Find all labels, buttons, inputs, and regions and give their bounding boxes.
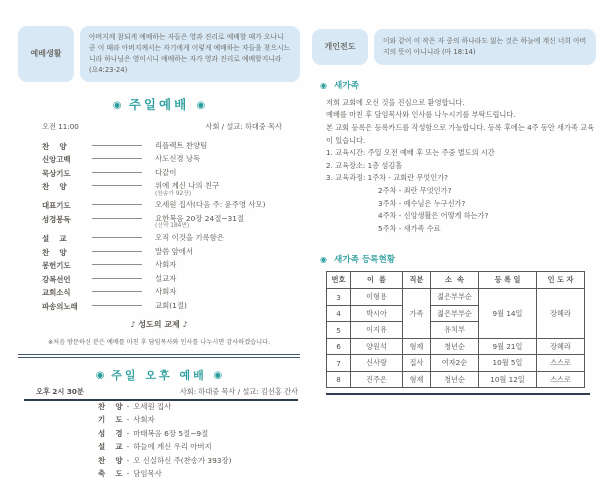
- info-line: 3주차 - 예수님은 누구신가?: [378, 198, 466, 208]
- dash-line: [92, 247, 142, 252]
- service-item-label: 묵상기도: [42, 168, 71, 178]
- new-family-heading: ◉ 새가족: [320, 80, 359, 91]
- service-item: [18, 260, 300, 271]
- info-line: 2. 교육장소: 1층 섬김홀: [326, 160, 403, 170]
- dash-line: [92, 181, 142, 186]
- afternoon-service-time: 오후 2시 30분: [36, 387, 84, 396]
- service-item-content: 마태복음 6장 5절~9절: [133, 428, 209, 438]
- service-item-label: 찬 양: [42, 182, 67, 192]
- afternoon-service-order: [98, 401, 300, 479]
- table-row: [327, 338, 585, 355]
- col-header-name: 이 름: [351, 272, 403, 289]
- section-divider: [18, 354, 300, 358]
- service-item-content: 리플렉트 찬양팀: [155, 140, 208, 150]
- bulletin-left-page: [18, 0, 300, 478]
- separator: -: [126, 442, 130, 452]
- cell-number: 5: [327, 322, 351, 339]
- cell-role: 형제: [403, 338, 431, 355]
- cell-name: 박시아: [351, 305, 403, 322]
- cell-number: 8: [327, 371, 351, 388]
- service-item: [98, 428, 300, 439]
- separator: -: [126, 402, 130, 411]
- info-line: 1. 교육시간: 주일 오전 예배 후 또는 주중 별도의 시간: [326, 148, 495, 158]
- afternoon-service-meta: [18, 387, 300, 397]
- fellowship-section: [18, 319, 300, 346]
- service-item-content: 하늘에 계신 우리 아버지: [133, 442, 212, 452]
- service-item-subnote: (신약 184면): [155, 223, 190, 230]
- service-item-label: 봉헌기도: [42, 261, 71, 271]
- info-line: 5주차 - 새가족 수료: [378, 223, 441, 233]
- page-bottom-rule: [326, 393, 590, 395]
- morning-service-order: [18, 141, 300, 313]
- service-item-content: 교회(1절): [155, 301, 187, 310]
- service-item-content: 오세원 집사(다음 주: 윤주영 사모): [155, 200, 266, 210]
- cell-number: 3: [327, 289, 351, 306]
- evangelism-verse-box: [312, 29, 596, 65]
- afternoon-worship-title-text: 주일 오후 예배: [111, 369, 207, 382]
- cell-group: 여자2순: [431, 355, 479, 372]
- separator: -: [126, 415, 130, 425]
- dash-line: [92, 154, 142, 159]
- morning-service-leaders: 사회 / 설교: 하대중 목사: [205, 121, 282, 131]
- service-item-content: 담임목사: [133, 468, 162, 478]
- col-header-number: 번호: [327, 272, 351, 289]
- service-item-label: 찬 양: [98, 402, 123, 411]
- cell-name: 진주은: [351, 371, 403, 388]
- cell-group: 젊은부부순: [431, 289, 479, 306]
- service-item-content: 요한복음 20장 24절~31절: [155, 213, 245, 223]
- dash-line: [92, 301, 142, 306]
- cell-name: 이지유: [351, 322, 403, 339]
- music-note-icon: ♪: [182, 320, 188, 329]
- service-item: [18, 214, 300, 230]
- service-item-content: 오세원 집사: [133, 402, 172, 411]
- cell-role: 집사: [403, 355, 431, 372]
- service-item: [18, 301, 300, 312]
- service-item-content: 사도신경 낭독: [155, 154, 201, 164]
- cell-name: 이형용: [351, 289, 403, 306]
- cell-date: 10월 5일: [479, 355, 537, 372]
- cell-guide: 장혜라: [537, 289, 585, 339]
- separator: -: [126, 468, 130, 478]
- cell-date: 9월 14일: [479, 289, 537, 339]
- info-line: 예배를 마친 후 담임목사와 인사를 나누시기를 부탁드립니다.: [326, 110, 516, 120]
- service-item-content: 사회자: [155, 287, 177, 297]
- service-item: [98, 455, 300, 466]
- service-item: [98, 401, 300, 412]
- service-item-label: 대표기도: [42, 201, 71, 211]
- service-item-label: 신앙고백: [42, 155, 71, 165]
- separator: -: [126, 455, 130, 465]
- service-item: [18, 154, 300, 165]
- cell-group: 유치부: [431, 322, 479, 339]
- fellowship-title: ♪ 성도의 교제 ♪: [130, 320, 188, 329]
- service-item-label: 설 교: [98, 442, 123, 452]
- dash-line: [92, 168, 142, 173]
- service-item-label: 성 경: [98, 428, 123, 438]
- service-item: [18, 200, 300, 211]
- cell-role: 가족: [403, 289, 431, 339]
- service-item-content: 사회자: [155, 260, 177, 270]
- service-item-content: 다같이: [155, 167, 177, 177]
- service-item: [18, 233, 300, 244]
- service-item-label: 찬 양: [98, 455, 123, 465]
- cell-date: 9월 21일: [479, 338, 537, 355]
- registry-heading: ◉ 새가족 등록현황: [320, 255, 396, 266]
- bullseye-icon: ◉: [320, 80, 327, 90]
- visitor-note: ※처음 방문하신 분은 예배를 마친 후 담임목사와 인사를 나누시면 감사하겠습니다.: [47, 339, 271, 346]
- service-item-content: 사회자: [133, 415, 155, 425]
- service-item-label: 축 도: [98, 468, 123, 478]
- table-row: [327, 371, 585, 388]
- dash-line: [92, 233, 142, 238]
- music-note-icon: ♪: [130, 320, 136, 329]
- service-item-label: 설 교: [42, 234, 67, 244]
- service-item: [98, 414, 300, 425]
- dash-line: [92, 141, 142, 146]
- dash-line: [92, 287, 142, 292]
- col-header-guide: 인 도 자: [537, 272, 585, 289]
- cell-group: 청년순: [431, 338, 479, 355]
- service-item: [18, 168, 300, 179]
- col-header-group: 소 속: [431, 272, 479, 289]
- cell-guide: 스스로: [537, 355, 585, 372]
- bullseye-icon: ◉: [196, 99, 206, 111]
- worship-life-verse-box: [18, 26, 300, 82]
- dash-line: [92, 214, 142, 219]
- service-item-subnote: (찬송가 92장): [155, 190, 192, 197]
- col-header-date: 등 록 일: [479, 272, 537, 289]
- info-line: 3. 교육과정: 1주차 - 교회란 무엇인가?: [326, 173, 448, 183]
- new-family-info: [326, 97, 596, 236]
- sunday-worship-title-text: 주일예배: [128, 96, 190, 112]
- cell-number: 6: [327, 338, 351, 355]
- cell-guide: 스스로: [537, 371, 585, 388]
- separator: -: [126, 428, 130, 438]
- cell-guide: 장혜라: [537, 338, 585, 355]
- dash-line: [92, 260, 142, 265]
- service-item-label: 성경봉독: [42, 214, 71, 224]
- cell-number: 4: [327, 305, 351, 322]
- col-header-role: 직분: [403, 272, 431, 289]
- bullseye-icon: ◉: [320, 255, 327, 265]
- service-item: [98, 468, 300, 479]
- service-item: [18, 274, 300, 285]
- worship-life-label: 예배생활: [18, 26, 74, 82]
- worship-life-verse-text: 아버지께 참되게 예배하는 자들은 영과 진리로 예배할 때가 오나니 곧 이 때라 아버지께서는 자기에게 이렇게 예배하는 자들을 찾으시느니라 하나님은 영이시니 예배하는 자가 영과 진리로 예배할지니라 (요4:23-24): [80, 26, 300, 82]
- cell-name: 신사랑: [351, 355, 403, 372]
- info-line: 4주차 - 신앙생활은 어떻게 하는가?: [378, 211, 489, 221]
- evangelism-label: 개인전도: [312, 29, 368, 65]
- info-line: 본 교회 등록은 등록카드를 작성함으로 가능합니다. 등록 후에는 4주 동안 새가족 교육이 있습니다.: [326, 122, 595, 145]
- cell-number: 7: [327, 355, 351, 372]
- cell-group: 젊은부부순: [431, 305, 479, 322]
- service-item: [18, 287, 300, 298]
- bullseye-icon: ◉: [213, 370, 223, 381]
- service-item-label: 찬 양: [42, 247, 67, 257]
- morning-service-meta: [18, 122, 300, 132]
- service-item-label: 강복선언: [42, 274, 71, 284]
- service-item-content: 말씀 앞에서: [155, 246, 194, 256]
- new-family-registry-table: [326, 271, 585, 388]
- info-line: 2주차 - 죄란 무엇인가?: [378, 185, 452, 195]
- bulletin-right-page: [312, 0, 596, 424]
- service-item-label: 찬 양: [42, 141, 67, 151]
- bullseye-icon: ◉: [95, 370, 105, 381]
- cell-name: 양원석: [351, 338, 403, 355]
- service-item: [18, 247, 300, 258]
- service-item: [98, 441, 300, 452]
- sunday-worship-title: [18, 95, 300, 113]
- service-item-label: 교회소식: [42, 288, 71, 298]
- dash-line: [92, 200, 142, 205]
- afternoon-worship-title: [18, 367, 300, 383]
- page-bottom-rule: [24, 399, 298, 401]
- dash-line: [92, 274, 142, 279]
- service-item-label: 기 도: [98, 415, 123, 425]
- evangelism-verse-text: 이와 같이 이 작은 자 중의 하나라도 잃는 것은 하늘에 계신 너희 아버지의 뜻이 아니니라 (마 18:14): [374, 29, 596, 65]
- cell-group: 청년순: [431, 371, 479, 388]
- table-row: [327, 289, 585, 306]
- service-item-content: 설교자: [155, 273, 177, 283]
- cell-date: 10월 12일: [479, 371, 537, 388]
- table-header-row: [327, 272, 585, 289]
- morning-service-time: 오전 11:00: [42, 121, 79, 131]
- info-line: 저희 교회에 오신 것을 진심으로 환영합니다.: [326, 97, 465, 107]
- bullseye-icon: ◉: [112, 99, 122, 111]
- service-item-label: 파송의노래: [42, 302, 78, 311]
- service-item-content: 오 신실하신 주(찬송가 393장): [133, 455, 232, 465]
- afternoon-service-leaders: 사회: 하대중 목사 / 설교: 김선홍 간사: [179, 387, 298, 396]
- table-row: [327, 355, 585, 372]
- service-item-content: 오직 이것을 기록함은: [155, 233, 224, 243]
- service-item: [18, 181, 300, 197]
- cell-role: 형제: [403, 371, 431, 388]
- service-item: [18, 141, 300, 152]
- service-item-content: 위에 계신 나의 친구: [155, 181, 220, 191]
